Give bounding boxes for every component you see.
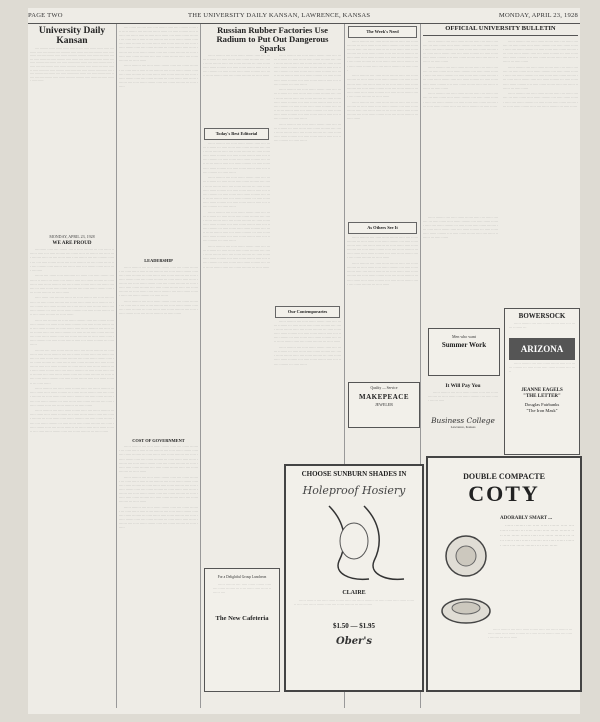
obers-logo: Ober's [335, 636, 373, 647]
will-pay-headline: It Will Pay You [445, 383, 481, 389]
staff-listing: ···· ········ ·· ···· ······ ······ ····· ··· ···· ····· ······ ···· ·· ····· ·········· ····· ···· ········ ···· ········· ····· ······ ···· ····· ········ ····· ····· ······ ···· ····· ······· ····· ······ ···· ····· ········ ····· ······ ···· ····· ······· ····· ······ ···· ····· ········ ····· ······ ···· ····· ······· ····· ······ ···· ····· ········ ····· ······ ···· ····· ······· ····· ······ ···· ····· ········ ····· ······ ···· ····· ······· ····· ······ ···· ····· ········ ····· ······ ···· ····· ······· ····· ······ ···· ····· ········ ····· ······ ···· ····· ······· ····· ······ ···· ····· ········ ····· ······ ···· ····· ······· ····· ······ ···· ····· ········ ····· ······ ···· ····· ······· ····· ······ ···· ····· ········ ····· ······ ···· ····· ······· ····· ······ [30, 47, 114, 84]
main-headline: Russian Rubber Factories Use Radium to Put Out Dangerous Sparks [216, 26, 329, 54]
column-2 [119, 26, 198, 712]
bulletin-rule [423, 35, 578, 36]
bulletin-col-1: ······ ········ ···· ····· ······ ······· ····· ···· ······ ········ ··· ····· ······ ····· ······ ········ ···· ····· ······ ······· ····· ···· ······ ········ ··· ····· ······ ····· ······ ········ ···· ····· ······ ······· ····· ···· ······ ········ ··· ····· ······ ····· ······ ········ ···· ····· ······ ······· ····· ···· ······ ········ ··· ····· ······ ······ ········ ···· ····· ······ ······· ····· ···· ······ ········ ··· ····· ······ ····· ······ ········ ···· ····· ······ ······· ····· ···· ······ ········ ··· ····· ······ ····· ······ ········ ···· ····· ······ ······· ····· ···· ······ ········ ··· ····· ······ ····· ······ ········ ···· ····· ······ ······· ····· ···· ······ ········ ··· ····· ······ ······ ········ ···· ····· ······ ······· ····· ···· ······ ········ ··· ····· ······ ····· ······ ········ ···· ····· ······ ······· ····· ···· ······ ········ ··· ····· ······ ····· ······ ········ ···· ····· ······ ······· ····· ···· ······ ········ ··· ····· ······ [423, 40, 498, 109]
douglas-fairbanks: Douglas Fairbanks [524, 402, 560, 407]
sunburn-price: $1.50 — $1.95 [333, 622, 375, 630]
coty-double-compacte: DOUBLE COMPACTE [463, 472, 545, 481]
jeanne-eagels: JEANNE EAGELS [521, 388, 563, 393]
sunburn-copy: ······ ········ ···· ····· ······ ······· ····· ···· ······ ········ ··· ····· ······ ····· ······ ········ ···· ····· ······ ······· ····· ···· ······ ········ ··· ····· ······ [294, 599, 414, 608]
cafeteria-ad [204, 568, 280, 692]
coty-fine-print: ······ ········ ···· ····· ······ ······· ····· ···· ······ ········ ··· ····· ······ ····· ······ ········ ···· ····· ······ ······· ····· ···· ······ ········ ··· ····· ······ [488, 628, 572, 641]
cost-of-government-heading: COST OF GOVERNMENT [132, 437, 185, 443]
bowersock-schedule: ······ ········ ···· ····· ······ ······· ····· ···· ······ ········ ··· [509, 322, 575, 331]
stocking-illustration [289, 501, 419, 586]
best-editorial-body: ······ ········ ···· ····· ······ ······· ····· ···· ······ ········ ··· ····· ······ ····· ······ ········ ···· ····· ······ ······· ····· ···· ······ ········ ··· ····· ······ ····· ······ ········ ···· ····· ······ ······· ····· ···· ······ ········ ··· ····· ······ ····· ······ ········ ···· ····· ······ ······· ····· ···· ······ ········ ··· ····· ······ ····· ······ ········ ···· ····· ······ ······· ····· ···· ······ ········ ··· ····· ······ ······ ········ ···· ····· ······ ······· ····· ···· ······ ········ ··· ····· ······ ····· ······ ········ ···· ····· ······ ······· ····· ···· ······ ········ ··· ····· ······ ····· ······ ········ ···· ····· ······ ······· ····· ···· ······ ········ ··· ····· ······ ····· ······ ········ ···· ····· ······ ······· ····· ···· ······ ········ ··· ····· ······ ····· ······ ········ ···· ····· ······ ······· ····· ···· ······ ········ ··· ····· ······ ······ ········ ···· ····· ······ ······· ····· ···· ······ ········ ··· ····· ······ ····· ······ ········ ···· ····· ······ ······· ····· ···· ······ ········ ··· ····· ······ ····· ······ ········ ···· ····· ······ ······· ····· ···· ······ ········ ··· ····· ······ ····· ······ ········ ···· ····· ······ ······· ····· ···· ······ ········ ··· ····· ······ ····· ······ ········ ···· ····· ······ ······· ····· ···· ······ ········ ··· ····· ······ ······ ········ ···· ····· ······ ······· ····· ···· ······ ········ ··· ····· ······ ····· ······ ········ ···· ····· ······ ······· ····· ···· ······ ········ ··· ····· ······ ····· ······ ········ ···· ····· ······ ······· ····· ···· ······ ········ ··· ····· ······ ····· ······ ········ ···· ····· ······ ······· ····· ···· ······ ········ ··· ····· ······ [203, 142, 270, 270]
cafeteria-name: The New Cafeteria [215, 615, 269, 622]
coty-tagline: ADORABLY SMART ... [500, 516, 553, 521]
cafeteria-copy: ······ ········ ···· ····· ······ ······· ····· ···· ······ ········ ··· ····· ······ ····· ······ ········ ···· [213, 583, 271, 596]
contemporaries-box [275, 306, 340, 318]
masthead-title: University Daily Kansan [38, 26, 106, 46]
editorial-body: ·········· ····· ···· ······· ···· ·· ····· ········ ··· ···· ······ ·· ······ ····· ···· ····· ········ ···· ······ ····· ··· ······· ···· ····· ···· ········ ····· ··· ···· ······ ····· ····· ······· ···· ···· ········ ······ ··· ···· ····· ······· ······ ···· ····· ········ ··· ···· ······ ······ ··· ···· ········ ····· ······· ···· ······ ····· ···· ······· ······ ····· ···· ········· ······· ···· ······ ····· ·········· ··· ······ ···· ····· ······· ···· ······ ·· ······ ··· ······ ···· ······· ····· ···· ······ ········ ··· ····· ······ ····· ······ ········ ···· ····· ······ ······· ····· ···· ······ ········ ··· ····· ······ ····· ······ ········ ···· ····· ······ ······· ····· ···· ······ ········ ··· ····· ······ ····· ······ ···· ········ ······ ··· ····· ······· ···· ····· ········ ····· ··· ····· ······ ········ ···· ······ ····· ······ ····· ········ ··· ····· ······· ···· ······ ········ ····· ···· ······ ····· ······· ······ ···· ····· ········ ··· ····· ······ ······ ········ ···· ····· ······ ······· ····· ···· ······ ········ ··· ····· ······ ······ ···· ········ ··· ····· ······ ········ ····· ···· ······· ······ ····· ········ ··· ······ ····· ······ ········ ···· ····· ······ ······· ····· ···· ······ ········ ··· ····· ······ ····· ······ ········ ···· ····· ······ ······· ····· ···· ······ ········ ··· ····· ······ ····· ······ ········ ···· ····· ······ ······· ····· ···· ······ ········ ··· ····· ······ ····· ······ ········ ···· ····· ······ ······· ····· ···· ······ ········ ··· ····· ······ ········ ···· ····· ······ ······· ····· ···· ······ ········ ··· ····· ······ ····· ······ ········ ···· ····· ······ ······· ····· ···· ······ ········ ··· ····· ······ ····· ······ ········ ···· ····· ······ ······· ····· ···· ······ ········ ··· ····· ······ ····· ······ ········ ···· ····· ······ ······· ····· ···· ······ ········ ··· ····· ······ ····· ······ ········ ···· ····· ······ ······· ····· ···· ······ ········ ··· ····· ······ ····· ······ ········ ···· ····· ······ ······· ····· ···· ······ ········ ··· ····· ······ ····· ······ ········ ···· ····· ······ ······· ····· ···· ······ ········ ··· ····· ······ ······ ········ ···· ····· ······ ······· ····· ···· ······ ········ ··· ····· ······ ····· ······ ········ ···· ····· ······ ······· ····· ···· ······ ········ ··· ····· ······ ····· ······ ········ ···· ····· ······ ······· ····· ···· ······ ········ ··· ····· ······ ····· ······ ········ ···· ····· ······ ······· ····· ···· ······ ········ ··· ····· ······ ······ ········ ···· ····· ······ ······· ····· ···· ······ ········ ··· ····· ······ ····· ······ ········ ···· ····· ······ ······· ····· ···· ······ ········ ··· ····· ······ ····· ······ ········ ···· ····· ······ ······· ····· ···· ······ ········ ··· ····· ······ ····· ······ ········ ···· ····· ······ ······· ····· ···· ······ ········ ··· ····· ······ ····· ······ ········ ···· ····· ······ ······· ····· ···· ······ ········ ··· ····· ······ [30, 248, 114, 434]
as-others-box [348, 222, 417, 234]
contemporaries-heading: Our Contemporaries [287, 309, 328, 314]
makepeace-name: MAKEPEACE [359, 393, 409, 401]
sunburn-shades-ad [284, 464, 424, 692]
shade-name: CLAIRE [342, 590, 366, 596]
bowersock-cast: ······ ········ ···· ····· ······ ······· ····· ···· ······ ········ ··· ····· ······ ····· ······ ········ ···· ····· [509, 362, 575, 375]
editorial-heading: WE ARE PROUD [52, 241, 92, 246]
makepeace-sub: JEWELER [375, 402, 393, 407]
page-number: PAGE TWO [28, 12, 63, 19]
column-3 [203, 26, 342, 486]
coty-brand: COTY [468, 481, 540, 506]
cafeteria-tagline: For a Delightful Group Luncheon [217, 575, 267, 579]
summer-work-line2: Summer Work [441, 341, 487, 349]
editorial-date: MONDAY, APRIL 23, 1928 [49, 234, 95, 239]
summer-work-line1: Men who want [452, 334, 476, 339]
header-rule [28, 23, 580, 24]
column-divider [200, 24, 201, 708]
cost-of-government-body: ······ ········ ···· ····· ······ ······· ····· ···· ······ ········ ··· ····· ······ ····· ······ ········ ···· ····· ······ ······· ····· ···· ······ ········ ··· ····· ······ ····· ······ ········ ···· ····· ······ ······· ····· ···· ······ ········ ··· ····· ······ ····· ······ ········ ···· ····· ······ ······· ····· ···· ······ ········ ··· ····· ······ ····· ······ ········ ···· ····· ······ ······· ····· ···· ······ ········ ··· ····· ······ ······ ········ ···· ····· ······ ······· ····· ···· ······ ········ ··· ····· ······ ····· ······ ········ ···· ····· ······ ······· ····· ···· ······ ········ ··· ····· ······ ····· ······ ········ ···· ····· ······ ······· ····· ···· ······ ········ ··· ····· ······ ····· ······ ········ ···· ····· ······ ······· ····· ···· ······ ········ ··· ····· ······ ····· ······ ········ ···· ····· ······ ······· ····· ···· ······ ········ ··· ····· ······ ······ ········ ···· ····· ······ ······· ····· ···· ······ ········ ··· ····· ······ ····· ······ ········ ···· ····· ······ ······· ····· ···· ······ ········ ··· ····· ······ ····· ······ ········ ···· ····· ······ ······· ····· ···· ······ ········ ··· ····· ······ ····· ······ ········ ···· ····· ······ ······· ····· ···· ······ ········ ··· ····· ······ [119, 445, 198, 531]
as-others-body: ······ ········ ···· ····· ······ ······· ····· ···· ······ ········ ··· ····· ······ ····· ······ ········ ···· ····· ······ ······· ····· ···· ······ ········ ··· ····· ······ ····· ······ ········ ···· ····· ······ ······· ····· ···· ······ ········ ··· ····· ······ ····· ······ ········ ···· ····· ······ ······· ····· ···· ······ ········ ··· ····· ······ ······ ········ ···· ····· ······ ······· ····· ···· ······ ········ ··· ····· ······ ····· ······ ········ ···· ····· ······ ······· ····· ···· ······ ········ ··· ····· ······ ····· ······ ········ ···· ····· ······ ······· ····· ···· ······ ········ ··· ····· ······ ····· ······ ········ ···· ····· ······ ······· ····· ···· ······ ········ ··· ····· ······ [347, 236, 418, 287]
the-letter: "THE LETTER" [523, 394, 561, 399]
bulletin-title: OFFICIAL UNIVERSITY BULLETIN [445, 26, 556, 32]
business-college-logo: Business College [431, 416, 495, 425]
bulletin-col-1-lower: ······ ········ ···· ····· ······ ······· ····· ···· ······ ········ ··· ····· ······ ····· ······ ········ ···· ····· ······ ······· ····· ···· ······ ········ ··· ····· ······ ····· ······ ········ ···· ····· ······ ······· ····· ···· ······ ········ ··· ····· ······ ····· ······ ········ ···· ····· ······ ······· ····· ···· ······ ········ ··· ····· ······ [423, 216, 498, 241]
bowersock-ad [504, 308, 580, 455]
summer-work-ad [428, 328, 500, 376]
main-story-continued: ······ ········ ···· ····· ······ ······· ····· ···· ······ ········ ··· ····· ······ ····· ······ ········ ···· ····· ······ ······· ····· ···· ······ ········ ··· ····· ······ ····· ······ ········ ···· ····· ······ ······· ····· ···· ······ ········ ··· ····· ······ ····· ······ ········ ···· ····· ······ ······· ····· ···· ······ ········ ··· ····· ······ ····· ······ ········ ···· ····· ······ ······· ····· ···· ······ ········ ··· ····· ······ ······ ········ ···· ····· ······ ······· ····· ···· ······ ········ ··· ····· ······ ····· ······ ········ ···· ····· ······ ······· ····· ···· ······ ········ ··· ····· ······ ····· ······ ········ ···· ····· ······ ······· ····· ···· ······ ········ ··· ····· ······ ····· ······ ········ ···· ····· ······ ······· ····· ···· ······ ········ ··· ····· ······ ····· ······ ········ ···· ····· ······ ······· ····· ···· ······ ········ ··· ····· ······ ······ ········ ···· ····· ······ ······· ····· ···· ······ ········ ··· ····· ······ ····· ······ ········ ···· ····· ······ ······· ····· ···· ······ ········ ··· ····· ······ ····· ······ ········ ···· ····· ······ ······· ····· ···· ······ ········ ··· ····· ······ [274, 54, 341, 144]
compact-illustration [436, 516, 496, 646]
newspaper-page [28, 8, 580, 714]
paper-title: THE UNIVERSITY DAILY KANSAN, LAWRENCE, KANSAS [188, 12, 371, 19]
coty-ad [426, 456, 582, 692]
leadership-body: ······ ········ ···· ····· ······ ······· ····· ···· ······ ········ ··· ····· ······ ····· ······ ········ ···· ····· ······ ······· ····· ···· ······ ········ ··· ····· ······ ····· ······ ········ ···· ····· ······ ······· ····· ···· ······ ········ ··· ····· ······ ····· ······ ········ ···· ····· ······ ······· ····· ···· ······ ········ ··· ····· ······ ····· ······ ········ ···· ····· ······ ······· ····· ···· ······ ········ ··· ····· ······ ····· ······ ········ ···· ····· ······ ······· ····· ···· ······ ········ ··· ····· ······ ······ ········ ···· ····· ······ ······· ····· ···· ······ ········ ··· ····· ······ ····· ······ ········ ···· ····· ······ ······· ····· ···· ······ ········ ··· ····· ······ ····· ······ ········ ···· ····· ······ ······· ····· ···· ······ ········ ··· ····· ······ [119, 265, 198, 317]
will-pay-ad [426, 383, 500, 453]
column-1 [30, 26, 114, 712]
iron-mask: "The Iron Mask" [526, 408, 558, 413]
week-news-heading: The Week's Need [366, 29, 399, 34]
page-header [28, 8, 580, 22]
main-story-body: ······ ········ ···· ····· ······ ······· ····· ···· ······ ········ ··· ····· ······ ····· ······ ········ ···· ····· ······ ······· ····· ···· ······ ········ ··· ····· ······ ····· ······ ········ ···· ····· ······ ······· ····· ···· ······ ········ ··· ····· ······ ····· ······ ········ ···· ····· ······ ······· ····· ···· ······ ········ ··· ····· ······ [203, 54, 270, 79]
leadership-heading: LEADERSHIP [144, 258, 173, 263]
bulletin-col-2: ······ ········ ···· ····· ······ ······· ····· ···· ······ ········ ··· ····· ······ ····· ······ ········ ···· ····· ······ ······· ····· ···· ······ ········ ··· ····· ······ ····· ······ ········ ···· ····· ······ ······· ····· ···· ······ ········ ··· ····· ······ ····· ······ ········ ···· ····· ······ ······· ····· ···· ······ ········ ··· ····· ······ ······ ········ ···· ····· ······ ······· ····· ···· ······ ········ ··· ····· ······ ····· ······ ········ ···· ····· ······ ······· ····· ···· ······ ········ ··· ····· ······ ····· ······ ········ ···· ····· ······ ······· ····· ···· ······ ········ ··· ····· ······ ····· ······ ········ ···· ····· ······ ······· ····· ···· ······ ········ ··· ····· ······ ······ ········ ···· ····· ······ ······· ····· ···· ······ ········ ··· ····· ······ ····· ······ ········ ···· ····· ······ ······· ····· ···· ······ ········ ··· ····· ······ ····· ······ ········ ···· ····· ······ ······· ····· ···· ······ ········ ··· ····· ······ [503, 40, 578, 109]
sunburn-headline: CHOOSE SUNBURN SHADES IN [301, 470, 407, 478]
todays-best-editorial-heading: Today's Best Editorial [215, 131, 258, 136]
week-news-box [348, 26, 417, 38]
todays-best-editorial-box [204, 128, 269, 140]
arizona-banner: ARIZONA [509, 338, 575, 360]
as-others-heading: As Others See It [367, 225, 398, 230]
bowersock-title: BOWERSOCK [518, 312, 566, 320]
column-divider [116, 24, 117, 708]
page-date: MONDAY, APRIL 23, 1928 [498, 12, 578, 19]
coty-copy: ······ ········ ···· ····· ······ ······· ····· ···· ······ ········ ··· ····· ······ ····· ······ ········ ···· ····· ······ ······· ····· ···· ······ ········ ··· ····· ······ ····· ······ ········ ···· ····· ······ ······· ····· ···· ······ ········ ··· ····· ······ [500, 523, 574, 548]
week-news-body: ······ ········ ···· ····· ······ ······· ····· ···· ······ ········ ··· ····· ······ ····· ······ ········ ···· ····· ······ ······· ····· ···· ······ ········ ··· ····· ······ ····· ······ ········ ···· ····· ······ ······· ····· ···· ······ ········ ··· ····· ······ ····· ······ ········ ···· ····· ······ ······· ····· ···· ······ ········ ··· ····· ······ ····· ······ ········ ···· ····· ······ ······· ····· ···· ······ ········ ··· ····· ······ ······ ········ ···· ····· ······ ······· ····· ···· ······ ········ ··· ····· ······ ····· ······ ········ ···· ····· ······ ······· ····· ···· ······ ········ ··· ····· ······ ····· ······ ········ ···· ····· ······ ······· ····· ···· ······ ········ ··· ····· ······ ····· ······ ········ ···· ····· ······ ······· ····· ···· ······ ········ ··· ····· ······ ······ ········ ···· ····· ······ ······· ····· ···· ······ ········ ··· ····· ······ ····· ······ ········ ···· ····· ······ ······· ····· ···· ······ ········ ··· ····· ······ ····· ······ ········ ···· ····· ······ ······· ····· ···· ······ ········ ··· ····· ······ [347, 40, 418, 121]
will-pay-copy: ······ ········ ···· ····· ······ ······· ····· ···· ······ ········ ··· ····· ······ ····· ······ ········ ···· ····· ······ ······· ····· [428, 391, 498, 404]
column-2-body: ···· ······ ········ ····· ···· ······· ····· ···· ········ ······ ··· ····· ······· ···· ········ ······ ······ ··· ····· ········ ····· ······· ···· ······ ····· ········ ····· ······ ···· ······ ······ ········ ··· ····· ······ ····· ······ ········ ···· ····· ······ ······· ····· ···· ······ ········ ··· ····· ······ ····· ······ ········ ···· ····· ······ ······· ····· ···· ······ ········ ··· ····· ······ ····· ······ ········ ···· ····· ······ ······· ····· ···· ······ ········ ··· ····· ······ ····· ······ ········ ···· ····· ······ ······· ····· ···· ······ ········ ··· ····· ······ ······ ········ ···· ····· ······ ······· ····· ···· ······ ········ ··· ····· ······ ····· ······ ········ ···· ····· ······ ······· ····· ···· ······ ········ ··· ····· ······ ····· ······ ········ ···· ····· ······ ······· ····· ···· ······ ········ ··· ····· ······ ····· ······ ········ ···· ····· ······ ······· ····· ···· ······ ········ ··· ····· ······ [119, 26, 198, 89]
column-4 [347, 26, 418, 396]
makepeace-tagline: Quality — Service [370, 386, 398, 390]
business-college-city: Lawrence, Kansas [450, 425, 476, 429]
makepeace-ad [348, 382, 420, 428]
holeproof-script: Holeproof Hosiery [302, 484, 406, 497]
contemporaries-body: ······ ········ ···· ····· ······ ······· ····· ···· ······ ········ ··· ····· ······ ····· ······ ········ ···· ····· ······ ······· ····· ···· ······ ········ ··· ····· ······ ····· ······ ········ ···· ····· ······ ······· ····· ···· ······ ········ ··· ····· ······ ····· ······ ········ ···· ····· ······ ······· ····· ···· ······ ········ ··· ····· ······ ······ ········ ···· ····· ······ ······· ····· ···· ······ ········ ··· ····· ······ ····· ······ ········ ···· ····· ······ ······· ····· ···· ······ ········ ··· ····· ······ ····· ······ ········ ···· ····· ······ ······· ····· ···· ······ ········ ··· ····· ······ [274, 320, 341, 367]
